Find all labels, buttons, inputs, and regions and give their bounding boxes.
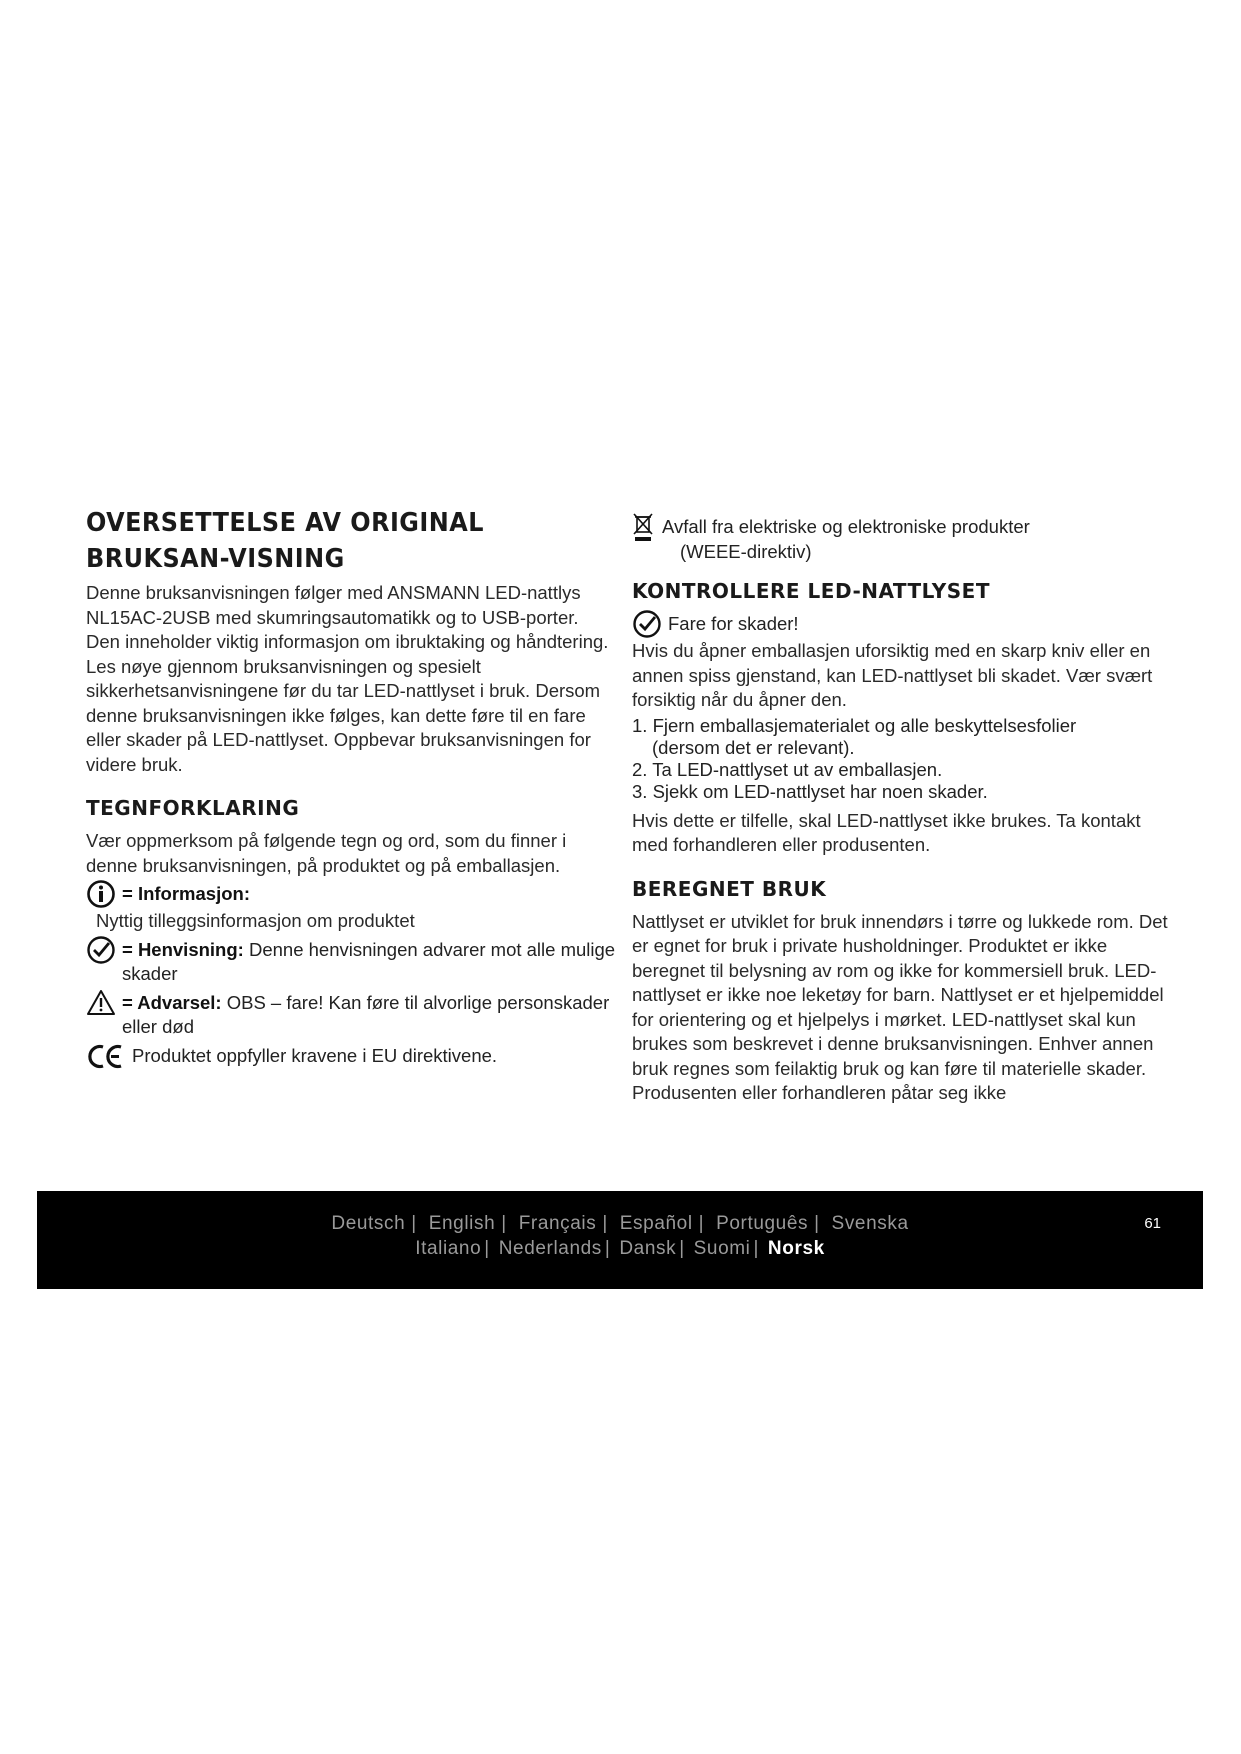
info-symbol-row xyxy=(86,882,616,909)
page-number: 61 xyxy=(1144,1215,1161,1232)
info-icon xyxy=(86,879,116,909)
check-steps xyxy=(632,715,1172,803)
list-item: 1. Fjern emballasjematerialet og alle beskyttelsesfolier (dersom det er relevant). xyxy=(632,714,1077,758)
language-link[interactable]: Suomi xyxy=(693,1238,751,1259)
ce-mark-icon xyxy=(86,1041,126,1071)
left-column xyxy=(86,505,616,1071)
check-after-paragraph: Hvis dette er tilfelle, skal LED-nattlyset ikke brukes. Ta kontakt med forhandleren eller produsenten. xyxy=(632,809,1141,855)
warning-label: = Advarsel: xyxy=(122,991,222,1013)
language-row-2: Italiano | Nederlands | Dansk | Suomi | Norsk xyxy=(415,1238,825,1259)
language-link[interactable]: Português xyxy=(716,1213,809,1234)
weee-line-2: (WEEE-direktiv) xyxy=(680,540,812,562)
info-label: = Informasjon: xyxy=(122,883,250,904)
check-icon xyxy=(632,609,662,639)
legend-intro: Vær oppmerksom på følgende tegn og ord, som du finner i denne bruksanvisningen, på produktet og på emballasjen. xyxy=(86,830,567,876)
check-paragraph: Hvis du åpner emballasjen uforsiktig med en skarp kniv eller en annen spiss gjenstand, kan LED-nattlyset bli skadet. Vær svært forsiktig når du åpner den. xyxy=(632,640,1153,710)
ce-description: Produktet oppfyller kravene i EU direktivene. xyxy=(132,1044,498,1066)
language-link[interactable]: Español xyxy=(619,1213,693,1234)
legend-heading: TEGNFORKLARING xyxy=(86,796,300,820)
note-label: = Henvisning: xyxy=(122,938,244,960)
language-link[interactable]: Italiano xyxy=(415,1238,482,1259)
ce-symbol-row xyxy=(86,1044,616,1071)
language-link[interactable]: Nederlands xyxy=(498,1238,602,1259)
check-caution-row xyxy=(632,612,1172,639)
weee-line-1: Avfall fra elektriske og elektroniske produkter xyxy=(662,516,1030,537)
list-item: 2. Ta LED-nattlyset ut av emballasjen. xyxy=(632,758,943,780)
language-link[interactable]: Svenska xyxy=(831,1213,909,1234)
footer-bar xyxy=(37,1191,1203,1289)
language-nav xyxy=(37,1211,1203,1261)
language-row-1: Deutsch | English | Français | Español | Português | Svenska xyxy=(331,1213,909,1234)
intro-paragraph: Denne bruksanvisningen følger med ANSMANN LED-nattlys NL15AC-2USB med skumringsautomatikk og to USB-porter. Den inneholder viktig informasjon om ibruktaking og håndtering. Les nøye gjennom bruksanvisningen og spesielt sikkerhetsanvisningene før du tar LED-nattlyset i bruk. Dersom denne bruksanvisningen ikke følges, kan dette føre til en fare eller skader på LED-nattlyset. Oppbevar bruksanvisningen for videre bruk. xyxy=(86,582,609,775)
warning-symbol-row xyxy=(86,991,616,1040)
use-heading: BEREGNET BRUK xyxy=(632,876,827,901)
info-description: Nyttig tilleggsinformasjon om produktet xyxy=(96,910,415,931)
right-column xyxy=(632,515,1172,1106)
check-heading: KONTROLLERE LED-NATTLYSET xyxy=(632,579,990,603)
check-caution: Fare for skader! xyxy=(668,613,799,634)
list-item: 3. Sjekk om LED-nattlyset har noen skader. xyxy=(632,780,988,802)
warning-icon xyxy=(86,988,116,1018)
warning-description: OBS – fare! Kan føre til alvorlige personskader eller død xyxy=(122,991,610,1037)
language-link[interactable]: English xyxy=(428,1213,496,1234)
note-description: Denne henvisningen advarer mot alle mulige skader xyxy=(122,938,616,984)
language-link[interactable]: Français xyxy=(518,1213,597,1234)
language-link[interactable]: Dansk xyxy=(619,1238,677,1259)
check-icon xyxy=(86,935,116,965)
note-symbol-row xyxy=(86,938,616,987)
weee-symbol-row xyxy=(632,515,1172,564)
language-link-active[interactable]: Norsk xyxy=(767,1238,825,1259)
page-title: OVERSETTELSE AV ORIGINAL BRUKSAN-VISNING xyxy=(86,508,484,574)
weee-bin-icon xyxy=(632,512,654,542)
use-paragraph: Nattlyset er utviklet for bruk innendørs i tørre og lukkede rom. Det er egnet for bruk i private husholdninger. Produktet er ikke beregnet til belysning av rom og ikke for kommersiell bruk. LED-nattlyset er ikke noe leketøy for barn. Nattlyset er et hjelpemiddel for orientering og et hjelpelys i mørket. LED-nattlyset skal kun brukes som beskrevet i denne bruksanvisningen. Enhver annen bruk regnes som feilaktig bruk og kan føre til materielle skader. Produsenten eller forhandleren påtar seg ikke xyxy=(632,910,1168,1103)
language-link[interactable]: Deutsch xyxy=(331,1213,406,1234)
